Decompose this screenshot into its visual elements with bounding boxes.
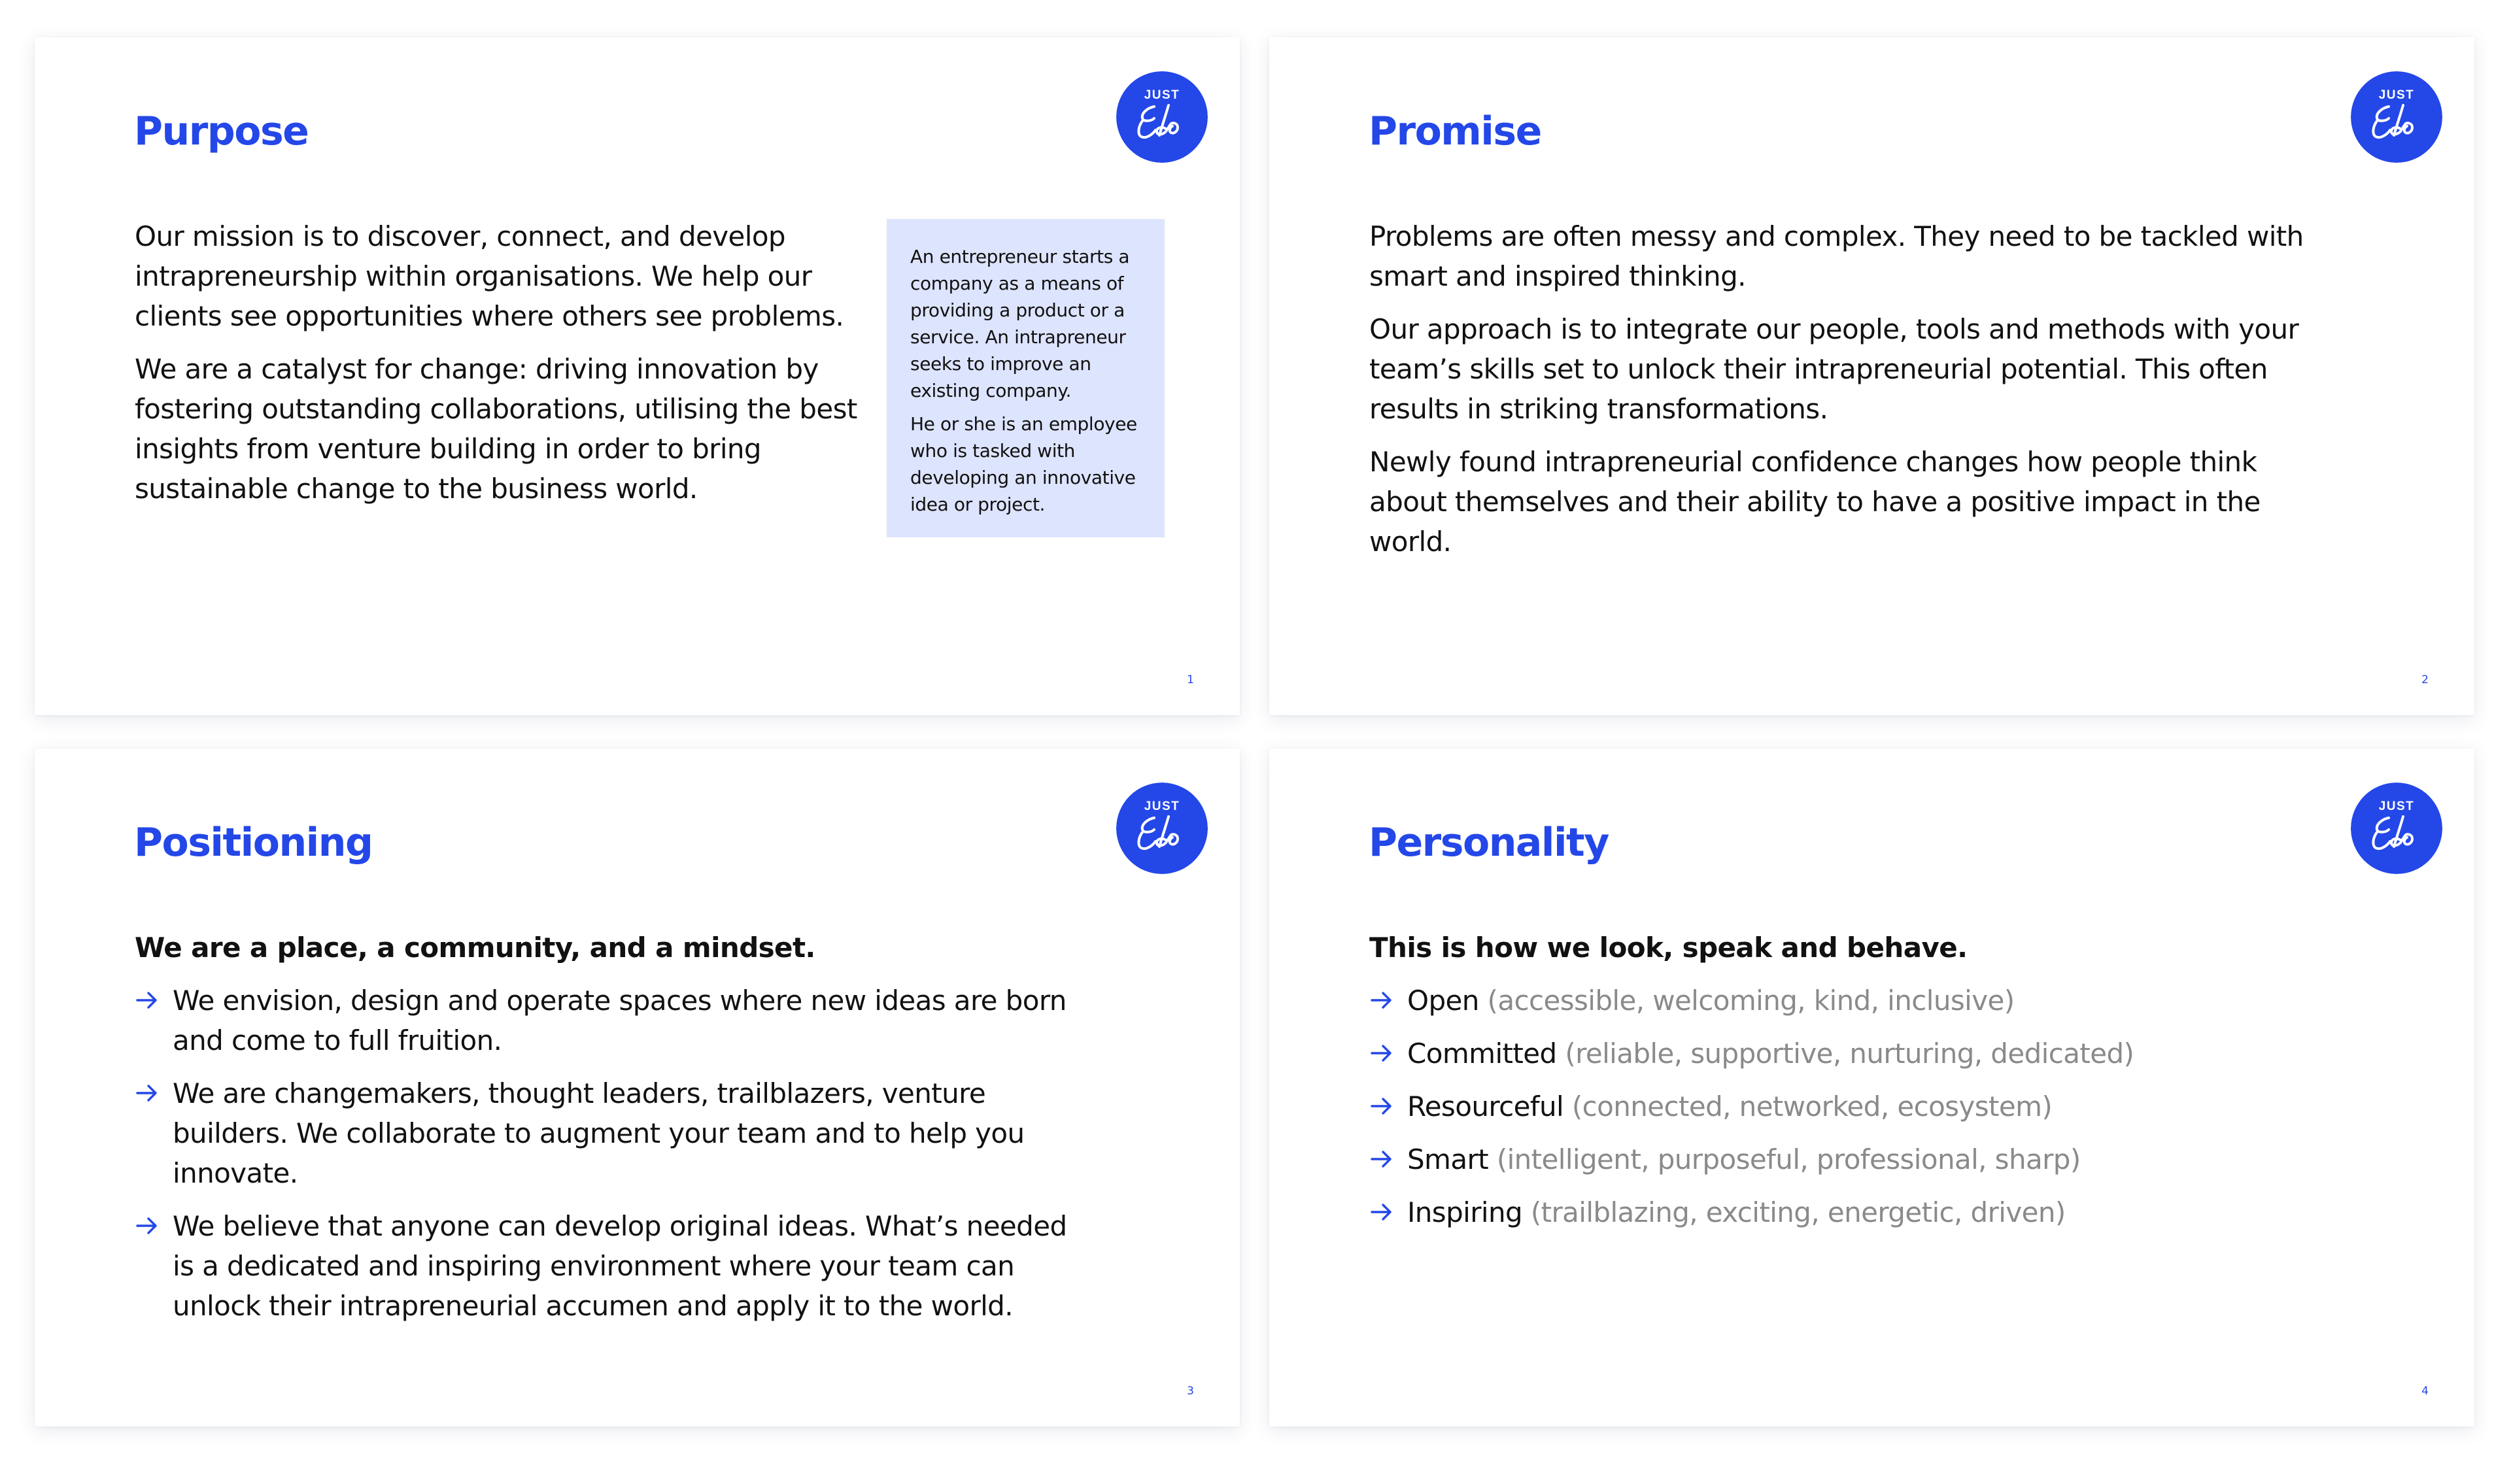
slide-title: Promise: [1369, 109, 1541, 154]
slide-title: Personality: [1369, 820, 1609, 866]
text-line: team’s skills set to unlock their intrapreneurial potential. This often: [1369, 353, 2268, 385]
lead-statement: We are a place, a community, and a mindset.: [135, 932, 815, 964]
slide-body: [135, 928, 1067, 1339]
just-edo-logo-icon: [2351, 783, 2442, 874]
callout-line: existing company.: [910, 380, 1072, 401]
text-line: We are changemakers, thought leaders, trailblazers, venture: [173, 1077, 986, 1109]
logo-text: JUST: [2378, 800, 2415, 813]
trait-item: [1369, 1139, 2134, 1179]
arrow-right-icon: [135, 981, 161, 1020]
arrow-right-icon: [1369, 1139, 1395, 1179]
callout-line: providing a product or a: [910, 299, 1125, 321]
just-edo-logo-icon: [1116, 71, 1208, 163]
paragraph: [1369, 309, 2304, 429]
text-line: intrapreneurship within organisations. We help our: [135, 260, 812, 292]
just-edo-logo-icon: [1116, 783, 1208, 874]
arrow-right-icon: [1369, 1034, 1395, 1073]
callout-line: developing an innovative: [910, 467, 1136, 488]
text-line: Problems are often messy and complex. They need to be tackled with: [1369, 220, 2304, 252]
trait-detail: (accessible, welcoming, kind, inclusive): [1487, 985, 2015, 1017]
page-number: 3: [1187, 1385, 1194, 1398]
page-number: 4: [2421, 1385, 2429, 1398]
text-line: innovate.: [173, 1157, 298, 1189]
text-line: Our approach is to integrate our people, tools and methods with your: [1369, 313, 2299, 345]
callout-line: seeks to improve an: [910, 353, 1091, 375]
text-line: builders. We collaborate to augment your team and to help you: [173, 1117, 1025, 1149]
callout-line: He or she is an employee: [910, 413, 1137, 435]
arrow-right-icon: [135, 1206, 161, 1246]
paragraph: [1369, 216, 2304, 296]
trait-term: Resourceful: [1407, 1090, 1564, 1122]
trait-item: [1369, 1034, 2134, 1073]
callout-line: company as a means of: [910, 273, 1124, 294]
definition-callout: [887, 219, 1165, 537]
text-line: world.: [1369, 526, 1452, 558]
page-number: 2: [2421, 673, 2429, 686]
trait-detail: (reliable, supportive, nurturing, dedicated): [1565, 1037, 2134, 1070]
text-line: We believe that anyone can develop original ideas. What’s needed: [173, 1210, 1067, 1242]
bullet-list: [135, 981, 1067, 1326]
callout-line: An entrepreneur starts a: [910, 246, 1130, 267]
arrow-right-icon: [1369, 1087, 1395, 1126]
trait-detail: (intelligent, purposeful, professional, sharp): [1496, 1143, 2081, 1175]
text-line: smart and inspired thinking.: [1369, 260, 1746, 292]
trait-term: Committed: [1407, 1037, 1557, 1070]
paragraph: [135, 349, 857, 509]
paragraph: [135, 216, 857, 336]
text-line: Our mission is to discover, connect, and develop: [135, 220, 785, 252]
trait-detail: (trailblazing, exciting, energetic, driven): [1530, 1196, 2066, 1228]
page-number: 1: [1187, 673, 1194, 686]
trait-detail: (connected, networked, ecosystem): [1571, 1090, 2053, 1122]
text-line: clients see opportunities where others see problems.: [135, 300, 844, 332]
text-line: We are a catalyst for change: driving innovation by: [135, 353, 819, 385]
text-line: sustainable change to the business world.: [135, 473, 698, 505]
slide-body: [1369, 216, 2304, 575]
slide-positioning[interactable]: [35, 749, 1240, 1426]
arrow-right-icon: [1369, 1192, 1395, 1232]
trait-term: Open: [1407, 985, 1479, 1017]
just-edo-logo-icon: [2351, 71, 2442, 163]
text-line: fostering outstanding collaborations, utilising the best: [135, 393, 857, 425]
text-line: Newly found intrapreneurial confidence changes how people think: [1369, 446, 2257, 478]
slide-promise[interactable]: [1269, 37, 2474, 715]
logo-text: JUST: [1144, 88, 1180, 102]
trait-item: [1369, 981, 2134, 1020]
text-line: is a dedicated and inspiring environment where your team can: [173, 1250, 1015, 1282]
trait-term: Smart: [1407, 1143, 1489, 1175]
slide-title: Positioning: [134, 820, 373, 866]
text-line: insights from venture building in order to bring: [135, 433, 761, 465]
slide-body: [135, 216, 857, 522]
logo-text: JUST: [1144, 800, 1180, 813]
text-line: about themselves and their ability to have a positive impact in the: [1369, 486, 2261, 518]
slide-body: [1369, 928, 2134, 1245]
slide-purpose[interactable]: [35, 37, 1240, 715]
list-item: [135, 1206, 1067, 1326]
list-item: [135, 981, 1067, 1060]
callout-paragraph: [910, 243, 1145, 404]
text-line: We envision, design and operate spaces where new ideas are born: [173, 985, 1067, 1017]
list-item: [135, 1073, 1067, 1193]
slide-title: Purpose: [134, 109, 309, 154]
arrow-right-icon: [135, 1073, 161, 1113]
text-line: results in striking transformations.: [1369, 393, 1828, 425]
callout-line: who is tasked with: [910, 440, 1075, 462]
callout-line: service. An intrapreneur: [910, 326, 1126, 348]
trait-item: [1369, 1087, 2134, 1126]
arrow-right-icon: [1369, 981, 1395, 1020]
trait-item: [1369, 1192, 2134, 1232]
logo-text: JUST: [2378, 88, 2415, 102]
callout-paragraph: [910, 411, 1145, 518]
lead-statement: This is how we look, speak and behave.: [1369, 932, 1968, 964]
paragraph: [1369, 442, 2304, 562]
callout-line: idea or project.: [910, 494, 1046, 515]
text-line: unlock their intrapreneurial accumen and apply it to the world.: [173, 1290, 1013, 1322]
trait-term: Inspiring: [1407, 1196, 1523, 1228]
text-line: and come to full fruition.: [173, 1024, 502, 1056]
trait-list: [1369, 981, 2134, 1232]
slide-personality[interactable]: [1269, 749, 2474, 1426]
